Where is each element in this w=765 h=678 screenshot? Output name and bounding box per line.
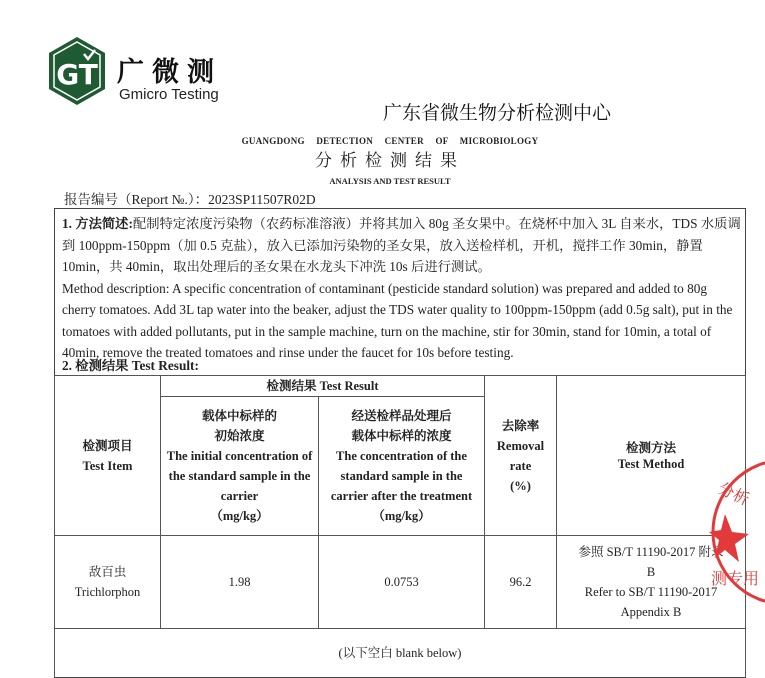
col-after-concentration: 经送检样品处理后 载体中标样的浓度 The concentration of the standard sample in the carrier after the treatment （mg/kg） — [319, 397, 485, 536]
cell-removal: 96.2 — [485, 536, 557, 629]
cell-item: 敌百虫 Trichlorphon — [55, 536, 161, 629]
brand-name-en: Gmicro Testing — [119, 86, 219, 103]
method-text-cn: 配制特定浓度污染物（农药标准溶液）并将其加入 80g 圣女果中。在烧杯中加入 3L 自来水，TDS 水质调到 100ppm-150ppm（加 0.5 克盐），放入已添加污染物的圣女果，放入送检样机，开机，搅拌工作 30min，静置 10min，共 40min，取出处理后的圣女果在水龙头下冲洗 10s 后进行测试。 — [62, 216, 741, 274]
doc-title-cn: 分析检测结果 — [315, 151, 465, 171]
org-name-en: GUANGDONG DETECTION CENTER OF MICROBIOLOGY — [241, 136, 539, 146]
table-row — [55, 536, 746, 629]
brand-name-cn: 广微测 — [117, 57, 222, 88]
cell-initial: 1.98 — [161, 536, 319, 629]
method-text-en: Method description: A specific concentration of contaminant (pesticide standard solution) was prepared and added to 80g cherry tomatoes. Add 3L tap water into the beaker, adjust the TDS water quality to 100ppm-150ppm (add 0.5g salt), put in the tomatoes with added pollutants, put in the sample machine, turn on the machine, stir for 30min, stand for 10min, a total of 40min, remove the treated tomatoes and rinse under the faucet for 10s before testing. — [62, 280, 733, 360]
col-group-test-result: 检测结果 Test Result — [161, 376, 485, 397]
results-heading: 2. 检测结果 Test Result: — [62, 358, 199, 373]
col-test-method: 检测方法 Test Method — [557, 376, 746, 536]
method-heading: 1. 方法简述: — [62, 216, 133, 231]
col-removal-rate: 去除率 Removal rate (%) — [485, 376, 557, 536]
blank-below-note: (以下空白 blank below) — [55, 629, 746, 677]
report-value: 2023SP11507R02D — [208, 192, 316, 207]
report-label: 报告编号（Report №.）： — [64, 192, 209, 207]
method-section — [62, 213, 742, 364]
cell-method: 参照 SB/T 11190-2017 附录 B Refer to SB/T 11190-2017 Appendix B — [557, 536, 746, 629]
svg-text:测专用: 测专用 — [711, 569, 760, 588]
col-test-item: 检测项目 Test Item — [55, 376, 161, 536]
svg-text:分析: 分析 — [715, 478, 753, 510]
gt-logo-icon — [48, 36, 106, 106]
col-initial-concentration: 载体中标样的 初始浓度 The initial concentration of the standard sample in the carrier （mg/kg） — [161, 397, 319, 536]
svg-text:GT: GT — [56, 58, 98, 91]
org-name-cn: 广东省微生物分析检测中心 — [382, 102, 611, 124]
official-stamp-icon — [705, 452, 765, 612]
cell-after: 0.0753 — [319, 536, 485, 629]
results-table — [54, 375, 746, 677]
report-number — [64, 188, 316, 208]
doc-title-en: ANALYSIS AND TEST RESULT — [329, 176, 451, 186]
